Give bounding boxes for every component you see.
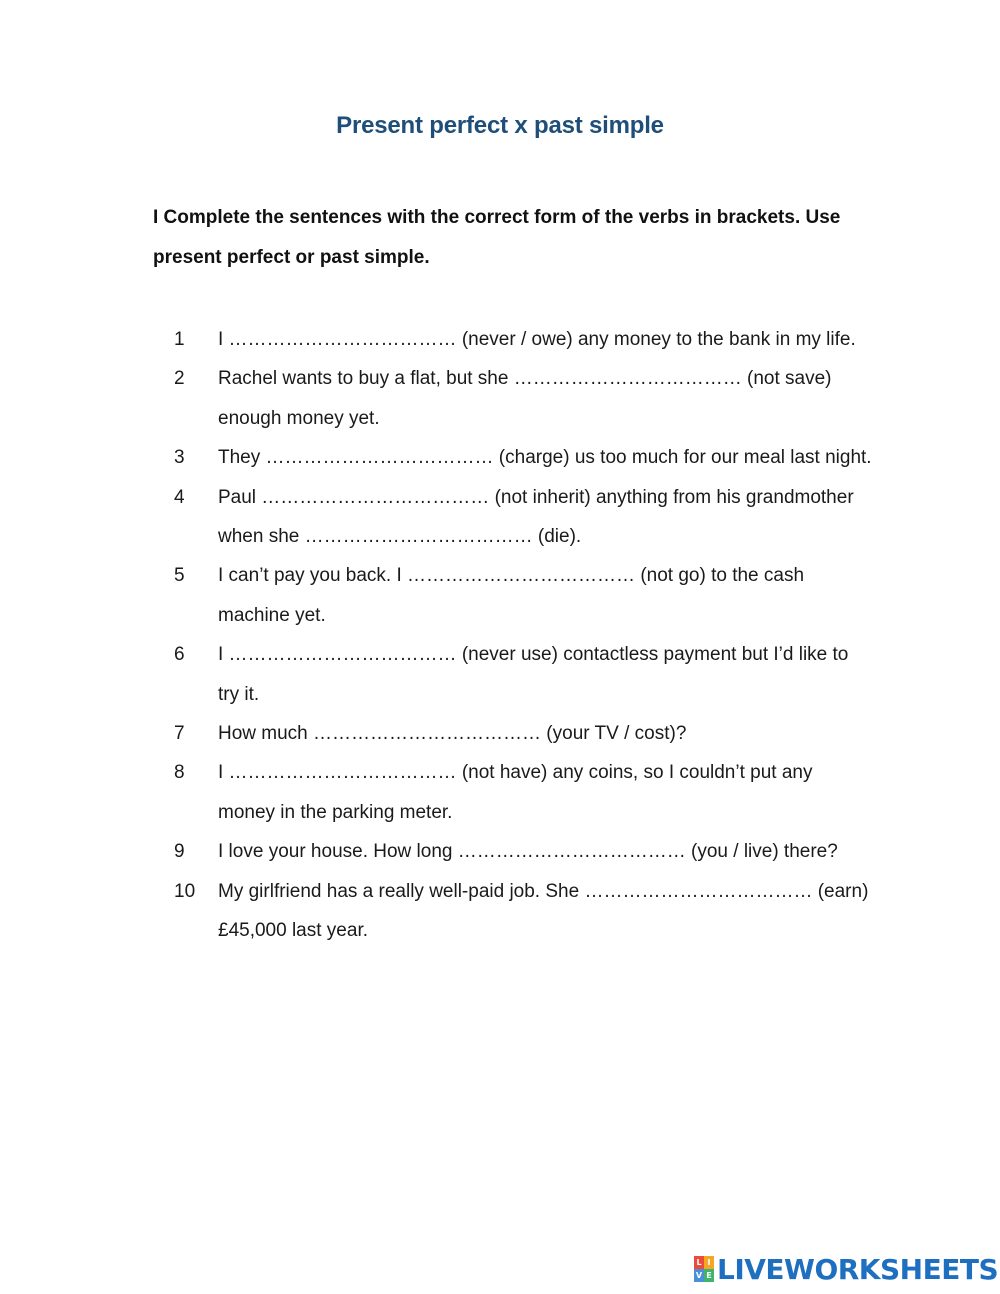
item-text: My girlfriend has a really well-paid job. She ……………………………… (earn) £45,000 last year. [218,880,869,942]
item-text: I ……………………………… (not have) any coins, so I couldn’t put any money in the parking meter. [218,762,813,823]
exercise-item-2 [153,359,873,438]
exercise-item-3 [153,438,873,477]
item-number: 6 [174,644,185,666]
liveworksheets-logo-icon: L I V E [694,1256,714,1282]
exercise-item-1 [153,320,873,359]
item-text: Paul ……………………………… (not inherit) anything from his grandmother when she ……………………………… (die). [218,486,854,548]
exercise-list [153,320,873,951]
exercise-item-10 [153,872,873,951]
exercise-item-9 [153,832,873,871]
page-title: Present perfect x past simple [336,112,664,139]
item-number: 3 [174,447,185,469]
item-text: They ……………………………… (charge) us too much for our meal last night. [218,447,872,469]
instructions: I Complete the sentences with the correct form of the verbs in brackets. Use present perfect or past simple. [153,207,841,268]
item-number: 10 [174,880,196,902]
exercise-item-5 [153,556,873,635]
item-number: 4 [174,486,185,508]
exercise-item-7 [153,714,873,753]
item-number: 5 [174,565,185,587]
item-text: I ……………………………… (never use) contactless payment but I’d like to try it. [218,644,849,705]
item-text: I ……………………………… (never / owe) any money to the bank in my life. [218,329,856,350]
exercise-item-8 [153,753,873,832]
item-number: 1 [174,329,185,350]
item-number: 7 [174,723,185,745]
item-number: 8 [174,762,185,784]
exercise-item-4 [153,478,873,557]
item-text: How much ……………………………… (your TV / cost)? [218,723,687,745]
logo-text: LIVEWORKSHEETS [717,1252,999,1286]
item-number: 9 [174,841,185,863]
item-text: I love your house. How long ……………………………… (you / live) there? [218,841,838,863]
item-text: Rachel wants to buy a flat, but she ……………………………… (not save) enough money yet. [218,368,832,429]
item-number: 2 [174,368,185,390]
item-text: I can’t pay you back. I ……………………………… (not go) to the cash machine yet. [218,565,805,626]
liveworksheets-logo[interactable] [694,1254,998,1284]
exercise-item-6 [153,635,873,714]
